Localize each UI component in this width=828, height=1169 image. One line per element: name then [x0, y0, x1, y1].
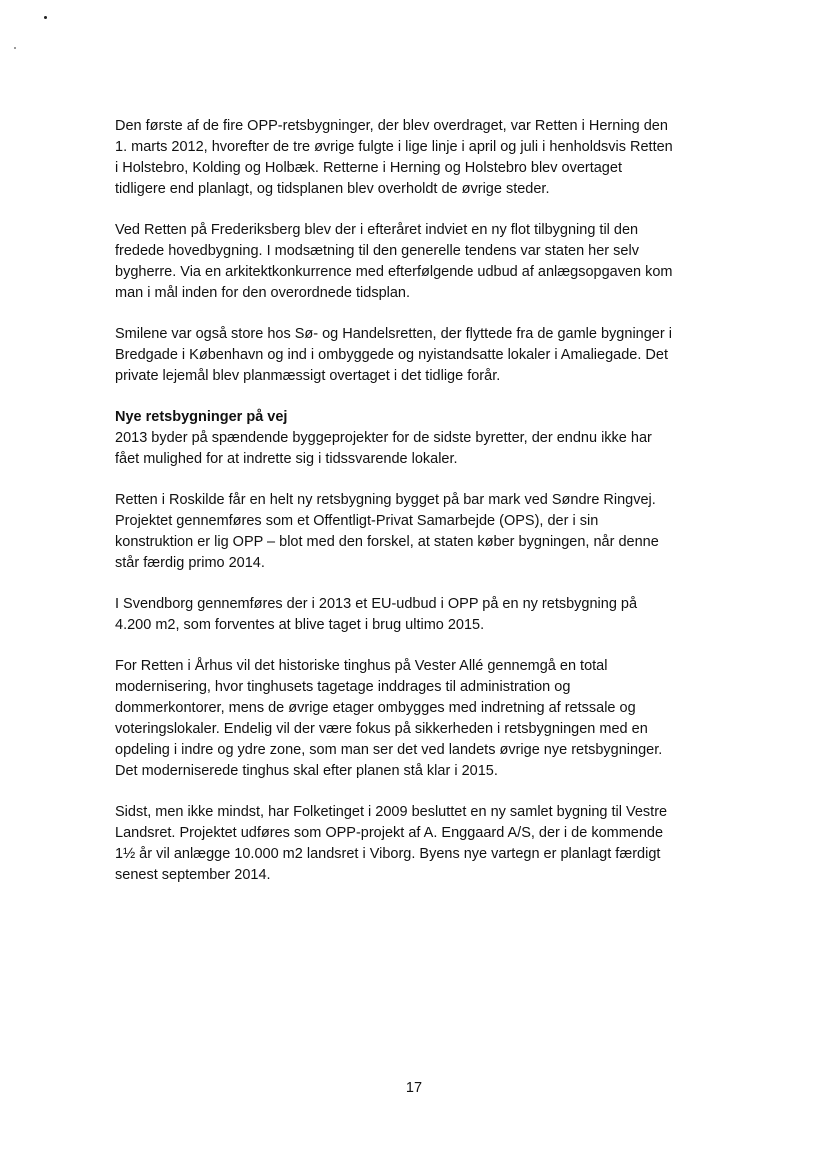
text-line: For Retten i Århus vil det historiske tinghus på Vester Allé gennemgå en total: [115, 658, 608, 674]
scan-speck: [14, 47, 16, 49]
text-line: man i mål inden for den overordnede tidsplan.: [115, 285, 411, 301]
text-line: Retten i Roskilde får en helt ny retsbygning bygget på bar mark ved Søndre Ringvej.: [115, 492, 656, 508]
text-line: Projektet gennemføres som et Offentligt-Privat Samarbejde (OPS), der i sin: [115, 513, 599, 529]
text-line: senest september 2014.: [115, 867, 271, 883]
document-body: [115, 116, 715, 906]
text-line: bygherre. Via en arkitektkonkurrence med efterfølgende udbud af anlægsopgaven kom: [115, 264, 673, 280]
text-line: 1. marts 2012, hvorefter de tre øvrige fulgte i lige linje i april og juli i henholdsvis Retten: [115, 139, 673, 155]
text-line: dommerkontorer, mens de øvrige etager ombygges med indretning af retssale og: [115, 700, 636, 716]
text-line: konstruktion er lig OPP – blot med den forskel, at staten køber bygningen, når denne: [115, 534, 659, 550]
body-paragraph: [115, 594, 715, 636]
text-line: modernisering, hvor tinghusets tagetage inddrages til administration og: [115, 679, 571, 695]
body-paragraph: [115, 116, 715, 200]
text-line: private lejemål blev planmæssigt overtaget i det tidlige forår.: [115, 368, 501, 384]
text-line: fået mulighed for at indrette sig i tidssvarende lokaler.: [115, 451, 458, 467]
section-heading: Nye retsbygninger på vej: [115, 409, 288, 425]
text-line: Det moderniserede tinghus skal efter planen stå klar i 2015.: [115, 763, 498, 779]
text-line: 4.200 m2, som forventes at blive taget i brug ultimo 2015.: [115, 617, 485, 633]
text-line: står færdig primo 2014.: [115, 555, 265, 571]
body-paragraph: [115, 490, 715, 574]
text-line: 2013 byder på spændende byggeprojekter for de sidste byretter, der endnu ikke har: [115, 430, 652, 446]
scan-speck: [44, 16, 47, 19]
text-line: voteringslokaler. Endelig vil der være fokus på sikkerheden i retsbygningen med en: [115, 721, 648, 737]
body-paragraph: [115, 220, 715, 304]
text-line: Smilene var også store hos Sø- og Handelsretten, der flyttede fra de gamle bygninger i: [115, 326, 672, 342]
text-line: Den første af de fire OPP-retsbygninger, der blev overdraget, var Retten i Herning den: [115, 118, 668, 134]
text-line: fredede hovedbygning. I modsætning til den generelle tendens var staten her selv: [115, 243, 639, 259]
page-number: 17: [405, 1080, 423, 1096]
text-line: tidligere end planlagt, og tidsplanen blev overholdt de øvrige steder.: [115, 181, 550, 197]
text-line: I Svendborg gennemføres der i 2013 et EU-udbud i OPP på en ny retsbygning på: [115, 596, 638, 612]
text-line: Bredgade i København og ind i ombyggede og nyistandsatte lokaler i Amaliegade. Det: [115, 347, 668, 363]
text-line: Landsret. Projektet udføres som OPP-projekt af A. Enggaard A/S, der i de kommende: [115, 825, 664, 841]
text-line: Sidst, men ikke mindst, har Folketinget i 2009 besluttet en ny samlet bygning til Vestre: [115, 804, 668, 820]
text-line: opdeling i indre og ydre zone, som man ser det ved landets øvrige nye retsbygninger.: [115, 742, 663, 758]
section-paragraph: [115, 407, 715, 470]
text-line: i Holstebro, Kolding og Holbæk. Retterne i Herning og Holstebro blev overtaget: [115, 160, 622, 176]
text-line: Ved Retten på Frederiksberg blev der i efteråret indviet en ny flot tilbygning til den: [115, 222, 639, 238]
body-paragraph: [115, 324, 715, 387]
body-paragraph: [115, 656, 715, 782]
body-paragraph: [115, 802, 715, 886]
text-line: 1½ år vil anlægge 10.000 m2 landsret i Viborg. Byens nye vartegn er planlagt færdigt: [115, 846, 661, 862]
